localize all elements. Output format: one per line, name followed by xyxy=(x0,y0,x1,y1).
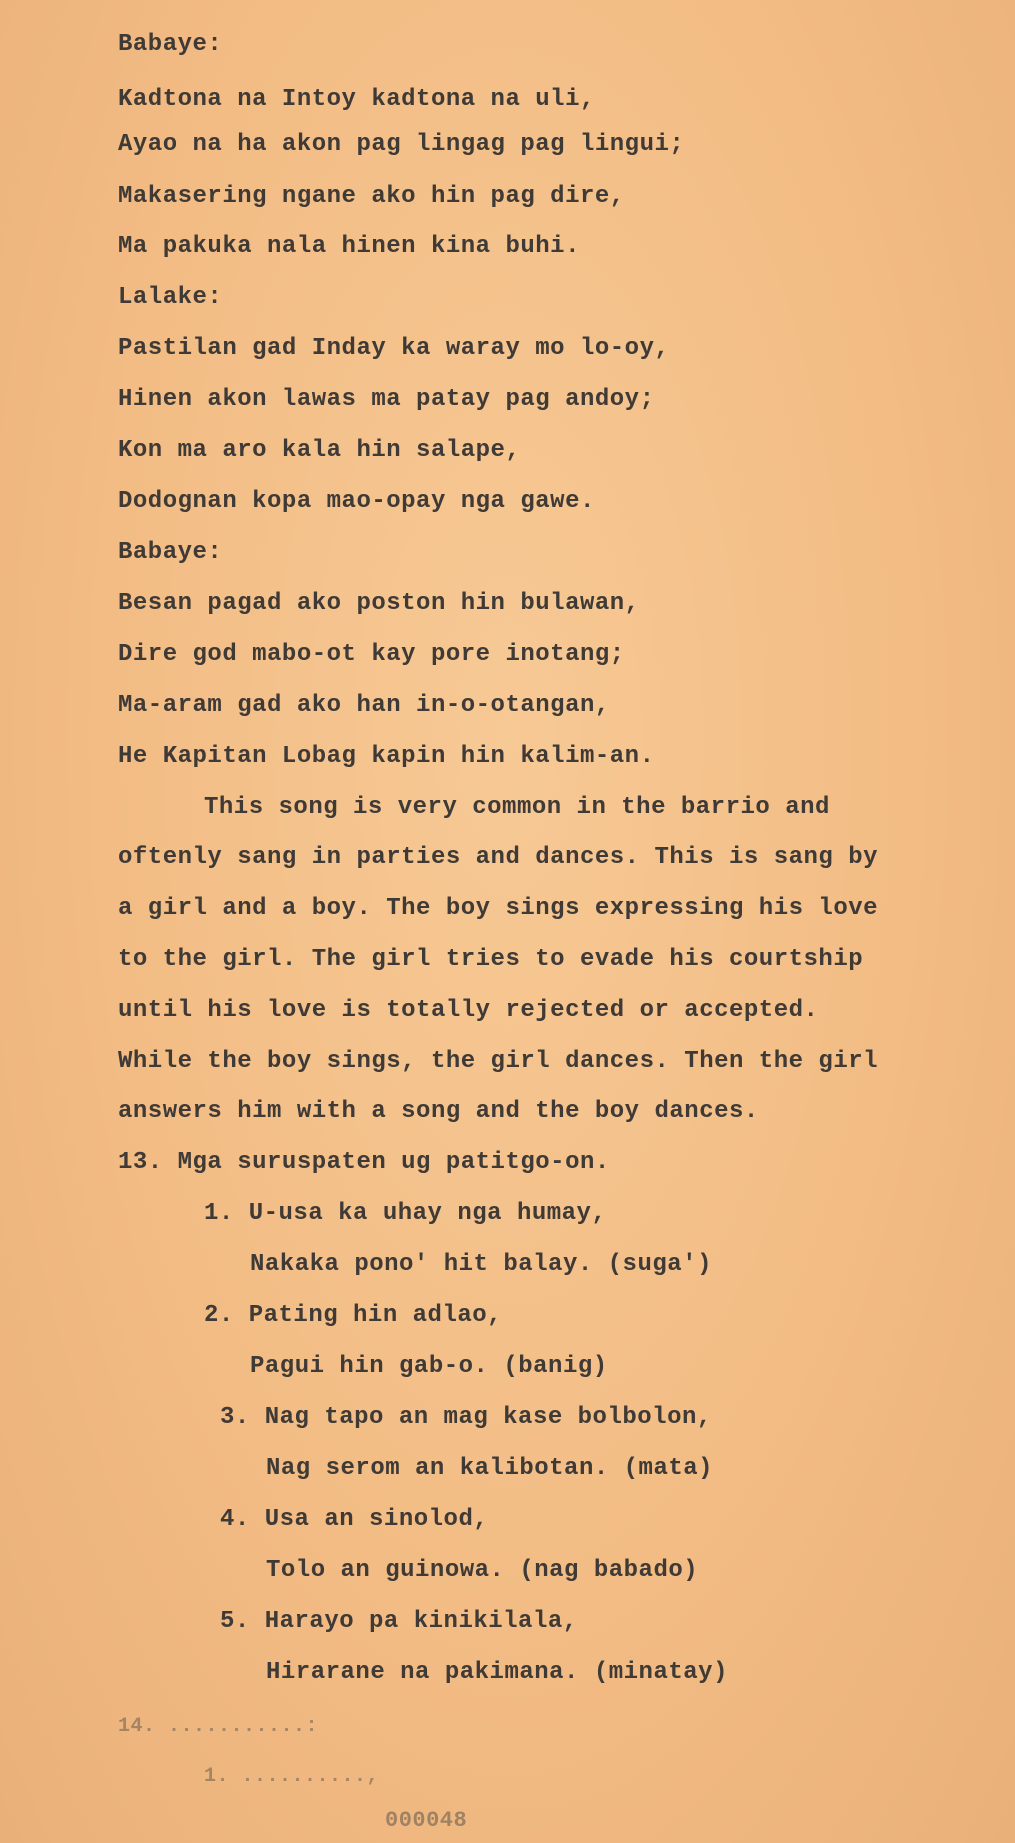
paragraph-line: to the girl. The girl tries to evade his courtship xyxy=(118,946,864,973)
song-line: Hinen akon lawas ma patay pag andoy; xyxy=(118,386,655,413)
paragraph-line: until his love is totally rejected or accepted. xyxy=(118,997,819,1024)
song-line: Lalake: xyxy=(118,284,223,311)
paragraph-line: answers him with a song and the boy dances. xyxy=(118,1098,759,1125)
song-line: Babaye: xyxy=(118,31,223,58)
riddle-answer-line: Tolo an guinowa. (nag babado) xyxy=(266,1557,699,1584)
paragraph-line: This song is very common in the barrio and xyxy=(204,794,830,821)
paragraph-line: While the boy sings, the girl dances. Then the girl xyxy=(118,1048,879,1075)
song-line: Besan pagad ako poston hin bulawan, xyxy=(118,590,640,617)
riddle-line: 3. Nag tapo an mag kase bolbolon, xyxy=(220,1404,712,1431)
song-line: Ayao na ha akon pag lingag pag lingui; xyxy=(118,131,685,158)
page-stamp: 000048 xyxy=(385,1808,468,1833)
song-line: Babaye: xyxy=(118,539,223,566)
riddle-line: 4. Usa an sinolod, xyxy=(220,1506,489,1533)
song-line: Dodognan kopa mao-opay nga gawe. xyxy=(118,488,595,515)
riddle-line: 5. Harayo pa kinikilala, xyxy=(220,1608,578,1635)
riddle-answer-line: Hirarane na pakimana. (minatay) xyxy=(266,1659,728,1686)
riddle-answer-line: Nag serom an kalibotan. (mata) xyxy=(266,1455,714,1482)
footer-line: 1. .........., xyxy=(204,1765,380,1788)
paragraph-line: oftenly sang in parties and dances. This is sang by xyxy=(118,844,879,871)
riddle-line: 2. Pating hin adlao, xyxy=(204,1302,503,1329)
song-line: Ma pakuka nala hinen kina buhi. xyxy=(118,233,580,260)
song-line: He Kapitan Lobag kapin hin kalim-an. xyxy=(118,743,655,770)
song-line: Kon ma aro kala hin salape, xyxy=(118,437,521,464)
song-line: Makasering ngane ako hin pag dire, xyxy=(118,183,625,210)
riddle-answer-line: Pagui hin gab-o. (banig) xyxy=(250,1353,608,1380)
song-line: Ma-aram gad ako han in-o-otangan, xyxy=(118,692,610,719)
song-line: Pastilan gad Inday ka waray mo lo-oy, xyxy=(118,335,670,362)
section-heading: 13. Mga suruspaten ug patitgo-on. xyxy=(118,1149,610,1176)
paragraph-line: a girl and a boy. The boy sings expressing his love xyxy=(118,895,879,922)
riddle-answer-line: Nakaka pono' hit balay. (suga') xyxy=(250,1251,712,1278)
footer-line: 14. ...........: xyxy=(118,1715,319,1738)
riddle-line: 1. U-usa ka uhay nga humay, xyxy=(204,1200,607,1227)
song-line: Kadtona na Intoy kadtona na uli, xyxy=(118,86,595,113)
song-line: Dire god mabo-ot kay pore inotang; xyxy=(118,641,625,668)
